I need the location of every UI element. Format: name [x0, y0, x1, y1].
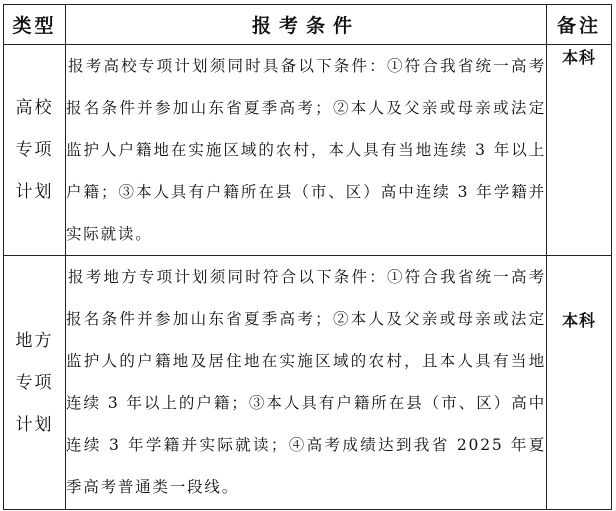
row-type-line: 地方	[15, 330, 54, 351]
row-type-line: 专项	[15, 372, 54, 393]
row-note-cell: 本科	[547, 256, 612, 510]
header-note: 备注	[547, 5, 612, 45]
table-header-row	[4, 5, 612, 45]
table-row	[4, 256, 612, 510]
header-condition: 报考条件	[66, 5, 547, 45]
row-type-line: 计划	[15, 182, 54, 202]
row-type-cell	[4, 256, 66, 510]
header-type: 类型	[4, 5, 66, 45]
table-row	[4, 45, 612, 256]
row-note-cell: 本科	[547, 45, 612, 256]
requirements-table	[3, 4, 612, 510]
row-type-cell	[4, 45, 66, 256]
row-type-line: 高校	[15, 98, 54, 118]
row-condition-cell: 报考高校专项计划须同时具备以下条件：①符合我省统一高考报名条件并参加山东省夏季高考；②本人及父亲或母亲或法定监护人户籍地在实施区域的农村，本人具有当地连续 3 年以上户籍；③本人具有户籍所在县（市、区）高中连续 3 年学籍并实际就读。	[66, 45, 547, 256]
row-condition-cell: 报考地方专项计划须同时符合以下条件：①符合我省统一高考报名条件并参加山东省夏季高考；②本人及父亲或母亲或法定监护人的户籍地及居住地在实施区域的农村，且本人具有当地连续 3 年以上的户籍；③本人具有户籍所在县（市、区）高中连续 3 年学籍并实际就读；④高考成绩达到我省 2025 年夏季高考普通类一段线。	[66, 256, 547, 510]
row-type-line: 计划	[15, 414, 54, 435]
row-type-line: 专项	[15, 140, 54, 160]
